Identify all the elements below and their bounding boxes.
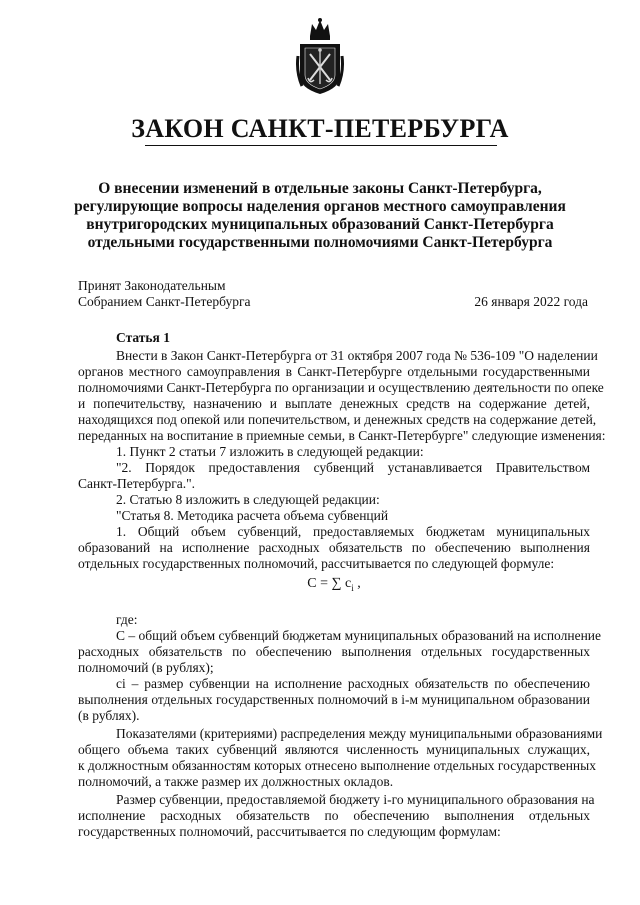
subject-line: внутригородских муниципальных образований Санкт-Петербурга xyxy=(86,216,554,233)
body-line: общего объема таких субвенций являются численность муниципальных служащих, xyxy=(78,742,590,757)
article-8-title: "Статья 8. Методика расчета объема субвенций xyxy=(116,508,389,523)
body-line: и попечительству, назначению и выплате денежных средств на содержание детей, xyxy=(78,396,590,411)
body-line: расходных обязательств по обеспечению выполнения отдельных государственных xyxy=(78,644,590,659)
amendment-item: 1. Пункт 2 статьи 7 изложить в следующей редакции: xyxy=(116,444,424,459)
subject-line: О внесении изменений в отдельные законы Санкт-Петербурга, xyxy=(98,180,542,197)
formula-subscript: i xyxy=(351,583,354,593)
adoption-date: 26 января 2022 года xyxy=(474,294,588,309)
body-line: "2. Порядок предоставления субвенций устанавливается Правительством xyxy=(116,460,590,475)
body-line: к должностным обязанностям которых отнесено выполнение отдельных государственных xyxy=(78,758,596,773)
body-line: полномочий, а также размер их должностных окладов. xyxy=(78,774,394,789)
title-underline xyxy=(145,145,497,146)
body-line: полномочий (в рублях); xyxy=(78,660,214,675)
body-line: находящихся под опекой или попечительством, и денежных средств на содержание детей, xyxy=(78,412,597,427)
body-line: Санкт-Петербурга.". xyxy=(78,476,196,491)
subject-line: отдельными государственными полномочиями Санкт-Петербурга xyxy=(87,234,553,251)
body-line: сi – размер субвенции на исполнение расходных обязательств по обеспечению xyxy=(116,676,590,691)
body-line: С – общий объем субвенций бюджетам муниципальных образований на исполнение xyxy=(116,628,602,643)
subvention-formula xyxy=(78,576,590,593)
body-line: органов местного самоуправления в Санкт-Петербурге отдельными государственными xyxy=(78,364,590,379)
adoption-authority xyxy=(78,278,251,310)
law-subject xyxy=(70,180,570,252)
body-line: Внести в Закон Санкт-Петербурга от 31 октября 2007 года № 536-109 "О наделении xyxy=(116,348,598,363)
st-petersburg-coat-of-arms-icon xyxy=(296,16,344,96)
body-line: Размер субвенции, предоставляемой бюджету i-го муниципального образования на xyxy=(116,792,595,807)
adoption-line: Принят Законодательным xyxy=(78,278,226,293)
body-line: государственных полномочий, рассчитывается по следующим формулам: xyxy=(78,824,501,839)
body-line: отдельных государственных полномочий, рассчитывается по следующей формуле: xyxy=(78,556,555,571)
law-title: ЗАКОН САНКТ-ПЕТЕРБУРГА xyxy=(131,114,509,143)
body-line: (в рублях). xyxy=(78,708,140,723)
body-line: выполнения отдельных государственных полномочий в i-м муниципальном образовании xyxy=(78,692,590,707)
body-line: где: xyxy=(116,612,138,627)
body-line: переданных на воспитание в приемные семьи, в Санкт-Петербурге" следующие изменения: xyxy=(78,428,606,443)
adoption-line: Собранием Санкт-Петербурга xyxy=(78,294,251,309)
body-line: полномочиями Санкт-Петербурга по организации и осуществлению деятельности по опеке xyxy=(78,380,604,395)
body-line: образований на исполнение расходных обязательств по обеспечению выполнения xyxy=(78,540,590,555)
formula-main: С = ∑ с xyxy=(307,576,352,591)
body-line: 1. Общий объем субвенций, предоставляемых бюджетам муниципальных xyxy=(116,524,590,539)
formula-tail: , xyxy=(353,576,361,591)
body-line: исполнение расходных обязательств по обеспечению выполнения отдельных xyxy=(78,808,590,823)
subject-line: регулирующие вопросы наделения органов местного самоуправления xyxy=(74,198,566,215)
body-line: Показателями (критериями) распределения между муниципальными образованиями xyxy=(116,726,603,741)
amendment-item: 2. Статью 8 изложить в следующей редакции: xyxy=(116,492,380,507)
article-heading: Статья 1 xyxy=(116,330,170,345)
